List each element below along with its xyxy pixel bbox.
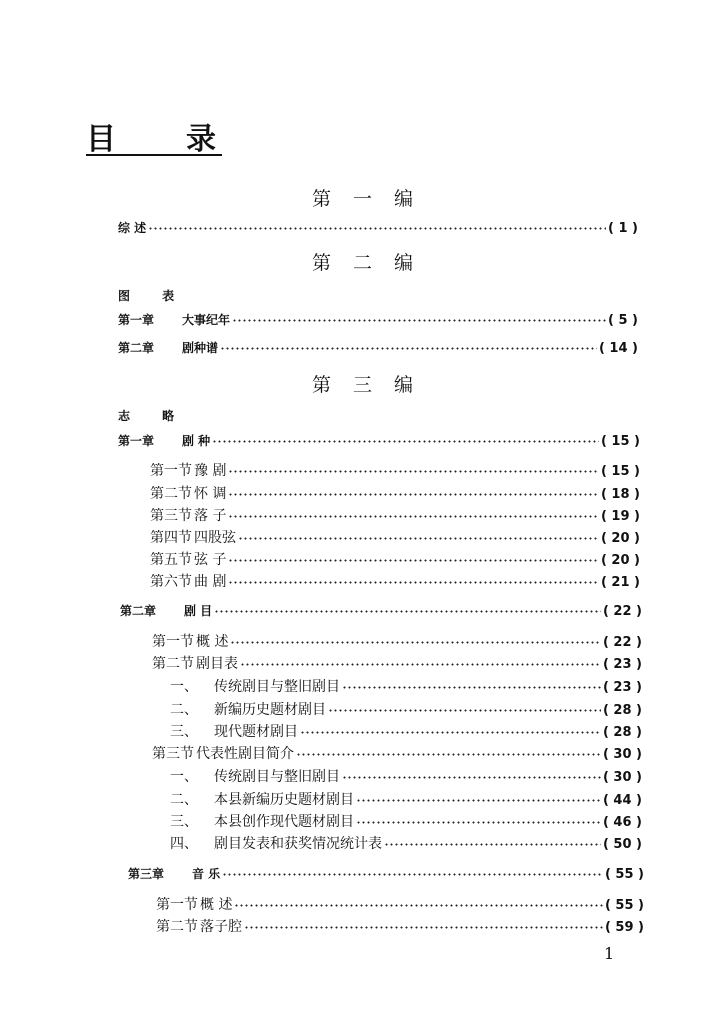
- toc-entry-overview[interactable]: [118, 218, 638, 238]
- item-title: 剧目发表和获奖情况统计表: [214, 836, 382, 852]
- toc-entry-page: ( 30 ): [602, 770, 642, 785]
- section-title: 四股弦: [194, 530, 236, 546]
- toc-entry-section[interactable]: [152, 744, 642, 764]
- section-number: 第四节: [150, 530, 192, 546]
- toc-entry-page: ( 28 ): [602, 725, 642, 740]
- dot-leader: [228, 489, 599, 499]
- dot-leader: [228, 466, 599, 476]
- dot-leader: [384, 839, 601, 849]
- dot-leader: [228, 555, 599, 565]
- section-number: 第一节: [152, 634, 194, 650]
- group-label-charts: 图 表: [118, 289, 189, 303]
- dot-leader: [342, 772, 601, 782]
- toc-entry-page: ( 15 ): [600, 464, 640, 479]
- item-number: 一、: [170, 679, 198, 695]
- dot-leader: [220, 343, 597, 353]
- toc-entry-page: ( 28 ): [602, 703, 642, 718]
- toc-entry-item[interactable]: [170, 790, 642, 810]
- toc-entry-item[interactable]: [170, 677, 642, 697]
- item-number: 二、: [170, 792, 198, 808]
- toc-entry-item[interactable]: [170, 812, 642, 832]
- section-number: 第五节: [150, 552, 192, 568]
- section-number: 第一节: [150, 463, 192, 479]
- dot-leader: [238, 533, 599, 543]
- toc-entry-section[interactable]: [150, 506, 640, 526]
- toc-entry-section[interactable]: [150, 484, 640, 504]
- toc-entry-page: ( 21 ): [600, 575, 640, 590]
- part-heading-2: 第二编: [311, 252, 435, 274]
- toc-entry-page: ( 14 ): [598, 341, 638, 356]
- item-title: 传统剧目与整旧剧目: [214, 679, 340, 695]
- chapter-number: 第一章: [118, 434, 155, 448]
- toc-entry-section[interactable]: [150, 572, 640, 592]
- item-number: 二、: [170, 702, 198, 718]
- page-title-char-1: 目: [86, 122, 116, 157]
- toc-entry-page: ( 19 ): [600, 509, 640, 524]
- dot-leader: [240, 659, 601, 669]
- toc-entry-chapter[interactable]: [118, 310, 638, 330]
- item-number: 四、: [170, 836, 198, 852]
- toc-entry-page: ( 22 ): [602, 635, 642, 650]
- toc-entry-section[interactable]: [150, 528, 640, 548]
- toc-entry-label: 综 述: [118, 221, 147, 235]
- dot-leader: [356, 795, 601, 805]
- group-label-gazette: 志 略: [118, 409, 189, 423]
- toc-entry-chapter[interactable]: [120, 601, 642, 621]
- section-title: 曲 剧: [194, 574, 227, 590]
- section-title: 落子腔: [200, 919, 242, 935]
- toc-entry-page: ( 22 ): [602, 604, 642, 619]
- section-number: 第三节: [152, 746, 194, 762]
- chapter-title: 剧 种: [182, 434, 211, 448]
- toc-entry-section[interactable]: [152, 654, 642, 674]
- dot-leader: [296, 749, 601, 759]
- toc-entry-page: ( 5 ): [608, 313, 638, 328]
- toc-entry-chapter[interactable]: [128, 864, 644, 884]
- toc-entry-page: ( 50 ): [602, 837, 642, 852]
- toc-entry-page: ( 30 ): [602, 747, 642, 762]
- item-number: 三、: [170, 814, 198, 830]
- toc-entry-page: ( 55 ): [604, 867, 644, 882]
- item-title: 本县创作现代题材剧目: [214, 814, 354, 830]
- toc-entry-page: ( 1 ): [608, 221, 638, 236]
- toc-entry-section[interactable]: [152, 632, 642, 652]
- dot-leader: [232, 315, 606, 325]
- section-number: 第二节: [152, 656, 194, 672]
- dot-leader: [230, 637, 601, 647]
- part-heading-1: 第一编: [311, 188, 435, 210]
- toc-entry-section[interactable]: [156, 917, 644, 937]
- item-title: 传统剧目与整旧剧目: [214, 769, 340, 785]
- toc-entry-page: ( 23 ): [602, 680, 642, 695]
- dot-leader: [212, 436, 599, 446]
- toc-entry-item[interactable]: [170, 834, 642, 854]
- dot-leader: [234, 900, 603, 910]
- part-heading-3: 第三编: [311, 374, 435, 396]
- toc-entry-chapter[interactable]: [118, 431, 640, 451]
- toc-entry-page: ( 44 ): [602, 793, 642, 808]
- page-title-char-2: 录: [186, 122, 216, 157]
- dot-leader: [148, 223, 606, 233]
- section-title: 怀 调: [194, 486, 227, 502]
- chapter-title: 大事纪年: [182, 313, 231, 327]
- section-title: 概 述: [196, 634, 229, 650]
- page-title: [86, 108, 222, 156]
- chapter-number: 第二章: [120, 604, 157, 618]
- toc-entry-page: ( 59 ): [604, 920, 644, 935]
- toc-entry-item[interactable]: [170, 722, 642, 742]
- toc-entry-page: ( 20 ): [600, 531, 640, 546]
- section-number: 第一节: [156, 897, 198, 913]
- section-title: 剧目表: [196, 656, 238, 672]
- chapter-title: 剧 目: [184, 604, 213, 618]
- dot-leader: [356, 817, 601, 827]
- toc-entry-page: ( 15 ): [600, 434, 640, 449]
- toc-entry-section[interactable]: [150, 550, 640, 570]
- section-title: 弦 子: [194, 552, 227, 568]
- dot-leader: [214, 606, 601, 616]
- toc-entry-item[interactable]: [170, 767, 642, 787]
- chapter-title: 音 乐: [192, 867, 221, 881]
- item-number: 三、: [170, 724, 198, 740]
- chapter-title: 剧种谱: [182, 341, 219, 355]
- section-title: 落 子: [194, 508, 227, 524]
- item-title: 新编历史题材剧目: [214, 702, 326, 718]
- section-number: 第二节: [150, 486, 192, 502]
- section-title: 豫 剧: [194, 463, 227, 479]
- dot-leader: [222, 869, 603, 879]
- toc-entry-chapter[interactable]: [118, 338, 638, 358]
- dot-leader: [244, 922, 603, 932]
- toc-entry-item[interactable]: [170, 700, 642, 720]
- section-number: 第六节: [150, 574, 192, 590]
- dot-leader: [228, 511, 599, 521]
- item-title: 本县新编历史题材剧目: [214, 792, 354, 808]
- chapter-number: 第一章: [118, 313, 155, 327]
- toc-entry-page: ( 18 ): [600, 487, 640, 502]
- section-title: 概 述: [200, 897, 233, 913]
- dot-leader: [328, 705, 601, 715]
- section-number: 第三节: [150, 508, 192, 524]
- chapter-number: 第三章: [128, 867, 165, 881]
- toc-entry-section[interactable]: [150, 461, 640, 481]
- section-title: 代表性剧目简介: [196, 746, 294, 762]
- toc-entry-page: ( 55 ): [604, 898, 644, 913]
- page-number: 1: [604, 944, 615, 963]
- item-number: 一、: [170, 769, 198, 785]
- item-title: 现代题材剧目: [214, 724, 298, 740]
- toc-entry-page: ( 20 ): [600, 553, 640, 568]
- section-number: 第二节: [156, 919, 198, 935]
- toc-entry-page: ( 23 ): [602, 657, 642, 672]
- chapter-number: 第二章: [118, 341, 155, 355]
- dot-leader: [342, 682, 601, 692]
- toc-entry-section[interactable]: [156, 895, 644, 915]
- dot-leader: [300, 727, 601, 737]
- dot-leader: [228, 577, 599, 587]
- toc-entry-page: ( 46 ): [602, 815, 642, 830]
